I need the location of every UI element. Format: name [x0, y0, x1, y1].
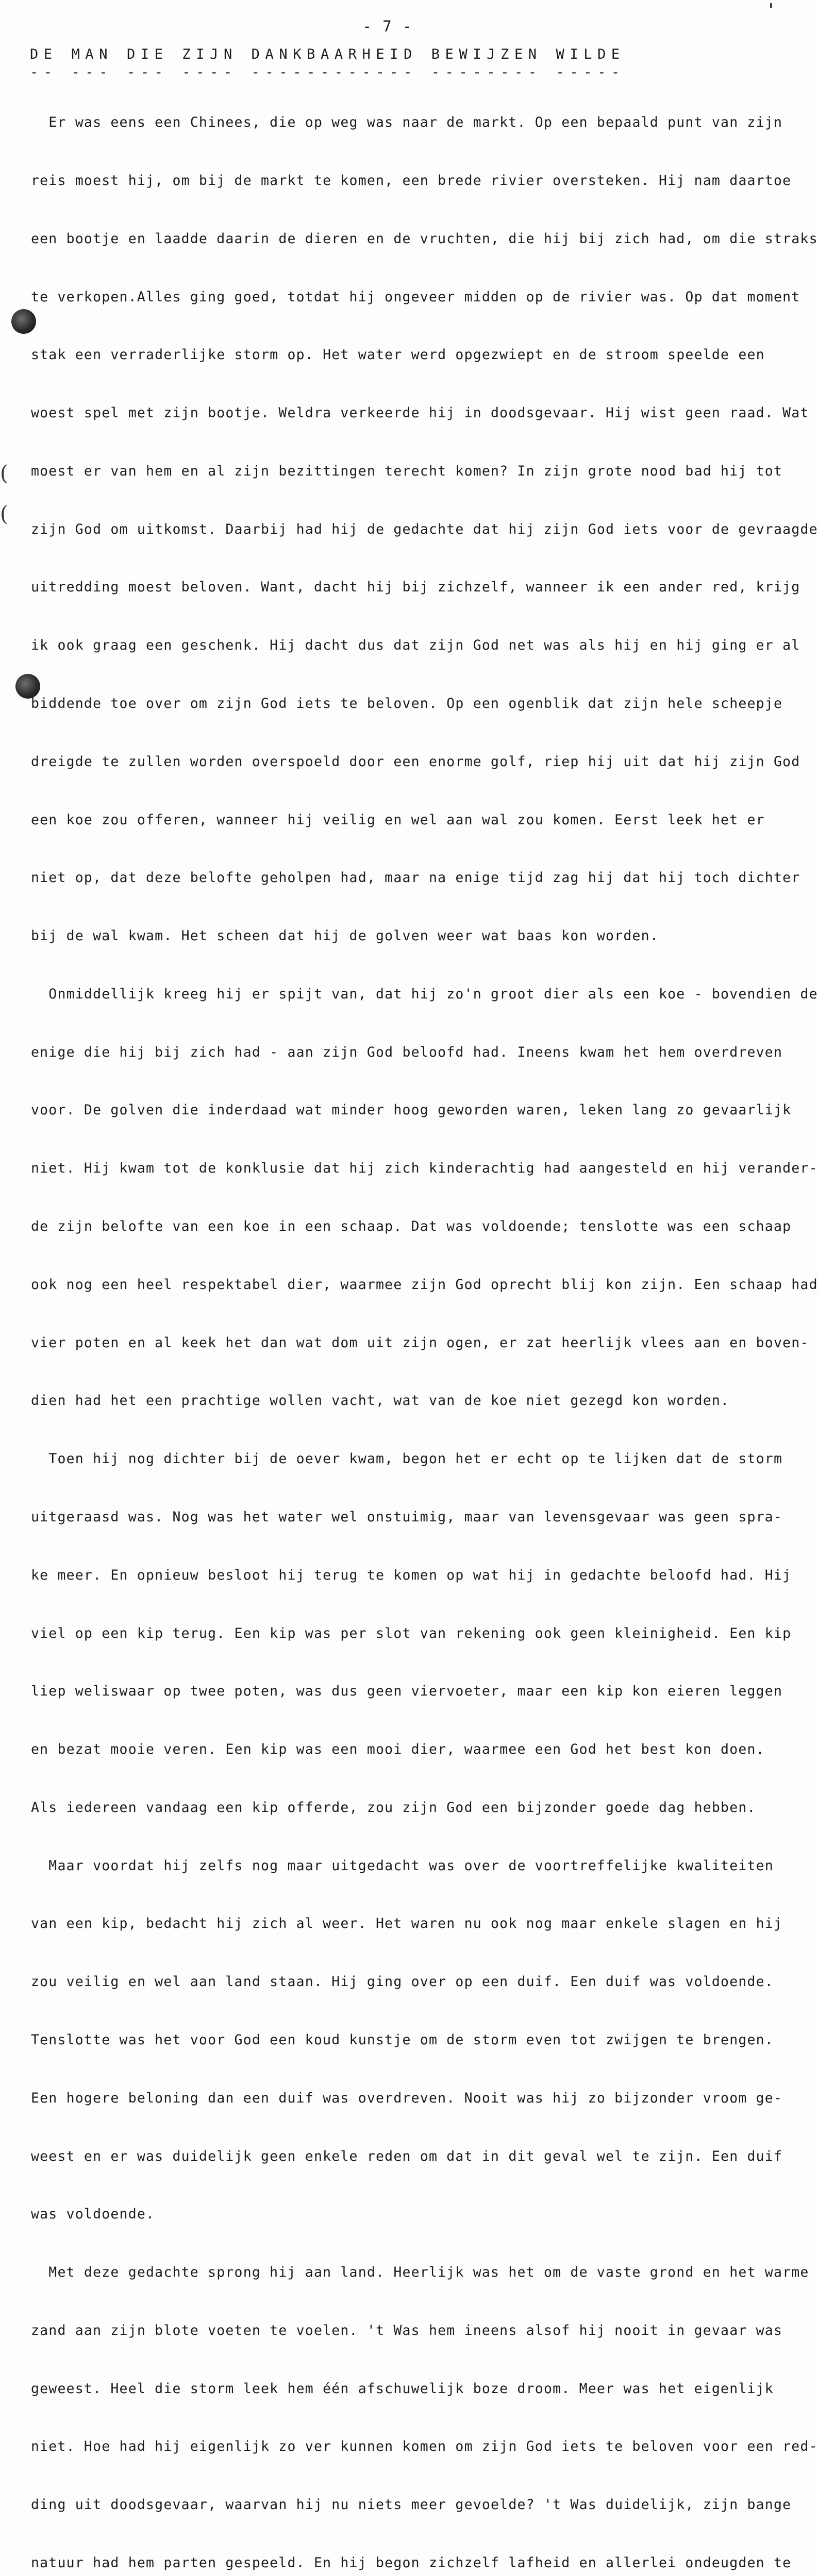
text-line: zand aan zijn blote voeten te voelen. 't Was hem ineens alsof hij nooit in gevaar was: [31, 2322, 783, 2338]
text-line: bij de wal kwam. Het scheen dat hij de golven weer wat baas kon worden.: [31, 928, 659, 944]
text-line: te verkopen.Alles ging goed, totdat hij ongeveer midden op de rivier was. Op dat moment: [31, 289, 800, 305]
text-line: dreigde te zullen worden overspoeld door een enorme golf, riep hij uit dat hij zijn God: [31, 753, 800, 770]
text-line: van een kip, bedacht hij zich al weer. Het waren nu ook nog maar enkele slagen en hij: [31, 1916, 783, 1932]
text-line: was voldoende.: [31, 2206, 155, 2223]
text-line: ding uit doodsgevaar, waarvan hij nu niets meer gevoelde? 't Was duidelijk, zijn bange: [31, 2497, 792, 2513]
text-line: een bootje en laadde daarin de dieren en de vruchten, die hij bij zich had, om die straks: [31, 230, 818, 247]
page-number: - 7 -: [362, 18, 413, 35]
text-line: Met deze gedachte sprong hij aan land. Heerlijk was het om de vaste grond en het warme: [31, 2264, 809, 2281]
text-line: zijn God om uitkomst. Daarbij had hij de gedachte dat hij zijn God iets voor de gevraagde: [31, 521, 818, 537]
text-line: voor. De golven die inderdaad wat minder hoog geworden waren, leken lang zo gevaarlijk: [31, 1102, 792, 1118]
margin-bracket-mark: (: [0, 462, 8, 485]
text-line: uitredding moest beloven. Want, dacht hij bij zichzelf, wanneer ik een ander red, krijg: [31, 579, 800, 596]
text-line: geweest. Heel die storm leek hem één afschuwelijk boze droom. Meer was het eigenlijk: [31, 2380, 774, 2397]
text-line: Maar voordat hij zelfs nog maar uitgedacht was over de voortreffelijke kwaliteiten: [31, 1857, 774, 1874]
text-line: een koe zou offeren, wanneer hij veilig en wel aan wal zou komen. Eerst leek het er: [31, 811, 765, 828]
text-line: niet. Hij kwam tot de konklusie dat hij zich kinderachtig had aangesteld en hij verander-: [31, 1160, 818, 1177]
text-line: niet. Hoe had hij eigenlijk zo ver kunnen komen om zijn God iets te beloven voor een red-: [31, 2438, 818, 2455]
text-line: uitgeraasd was. Nog was het water wel onstuimig, maar van levensgevaar was geen spra-: [31, 1509, 783, 1525]
text-line: Een hogere beloning dan een duif was overdreven. Nooit was hij zo bijzonder vroom ge-: [31, 2090, 783, 2106]
text-line: Tenslotte was het voor God een koud kunstje om de storm even tot zwijgen te brengen.: [31, 2031, 774, 2048]
text-line: enige die hij bij zich had - aan zijn God beloofd had. Ineens kwam het hem overdreven: [31, 1044, 783, 1060]
text-line: Onmiddellijk kreeg hij er spijt van, dat hij zo'n groot dier als een koe - bovendien de: [31, 986, 818, 1002]
body-text: [31, 74, 818, 2576]
margin-bracket-mark: (: [0, 502, 8, 526]
text-line: Er was eens een Chinees, die op weg was naar de markt. Op een bepaald punt van zijn: [31, 114, 783, 131]
text-line: vier poten en al keek het dan wat dom uit zijn ogen, er zat heerlijk vlees aan en boven-: [31, 1334, 809, 1351]
title-underline: -- --- --- ---- ------------ -------- -----: [30, 64, 625, 80]
text-line: reis moest hij, om bij de markt te komen, een brede rivier oversteken. Hij nam daartoe: [31, 172, 792, 189]
text-line: biddende toe over om zijn God iets te beloven. Op een ogenblik dat zijn hele scheepje: [31, 696, 783, 711]
text-line: dien had het een prachtige wollen vacht, wat van de koe niet gezegd kon worden.: [31, 1393, 730, 1409]
text-line: niet op, dat deze belofte geholpen had, maar na enige tijd zag hij dat hij toch dichter: [31, 870, 800, 886]
text-line: de zijn belofte van een koe in een schaap. Dat was voldoende; tenslotte was een schaap: [31, 1218, 792, 1235]
text-line: en bezat mooie veren. Een kip was een mooi dier, waarmee een God het best kon doen.: [31, 1741, 765, 1758]
text-line: Als iedereen vandaag een kip offerde, zou zijn God een bijzonder goede dag hebben.: [31, 1799, 756, 1816]
punch-hole: [15, 674, 40, 699]
text-line: woest spel met zijn bootje. Weldra verkeerde hij in doodsgevaar. Hij wist geen raad. Wat: [31, 405, 809, 421]
text-line: stak een verraderlijke storm op. Het water werd opgezwiept en de stroom speelde een: [31, 347, 765, 363]
text-line: Toen hij nog dichter bij de oever kwam, begon het er echt op te lijken dat de storm: [31, 1451, 783, 1467]
corner-mark: [770, 3, 772, 8]
text-line: liep weliswaar op twee poten, was dus geen viervoeter, maar een kip kon eieren leggen: [31, 1683, 783, 1700]
text-line: ik ook graag een geschenk. Hij dacht dus dat zijn God net was als hij en hij ging er al: [31, 637, 800, 654]
document-title: DE MAN DIE ZIJN DANKBAARHEID BEWIJZEN WILDE: [30, 46, 625, 62]
text-line: zou veilig en wel aan land staan. Hij ging over op een duif. Een duif was voldoende.: [31, 1974, 774, 1990]
text-line: ke meer. En opnieuw besloot hij terug te komen op wat hij in gedachte beloofd had. Hij: [31, 1567, 792, 1583]
punch-hole: [11, 309, 36, 334]
text-line: ook nog een heel respektabel dier, waarmee zijn God oprecht blij kon zijn. Een schaap had: [31, 1276, 818, 1293]
text-line: weest en er was duidelijk geen enkele reden om dat in dit geval wel te zijn. Een duif: [31, 2148, 783, 2164]
text-line: natuur had hem parten gespeeld. En hij begon zichzelf lafheid en allerlei ondeugden te: [31, 2555, 792, 2571]
text-line: moest er van hem en al zijn bezittingen terecht komen? In zijn grote nood bad hij tot: [31, 463, 783, 479]
text-line: viel op een kip terug. Een kip was per slot van rekening ook geen kleinigheid. Een kip: [31, 1625, 792, 1641]
